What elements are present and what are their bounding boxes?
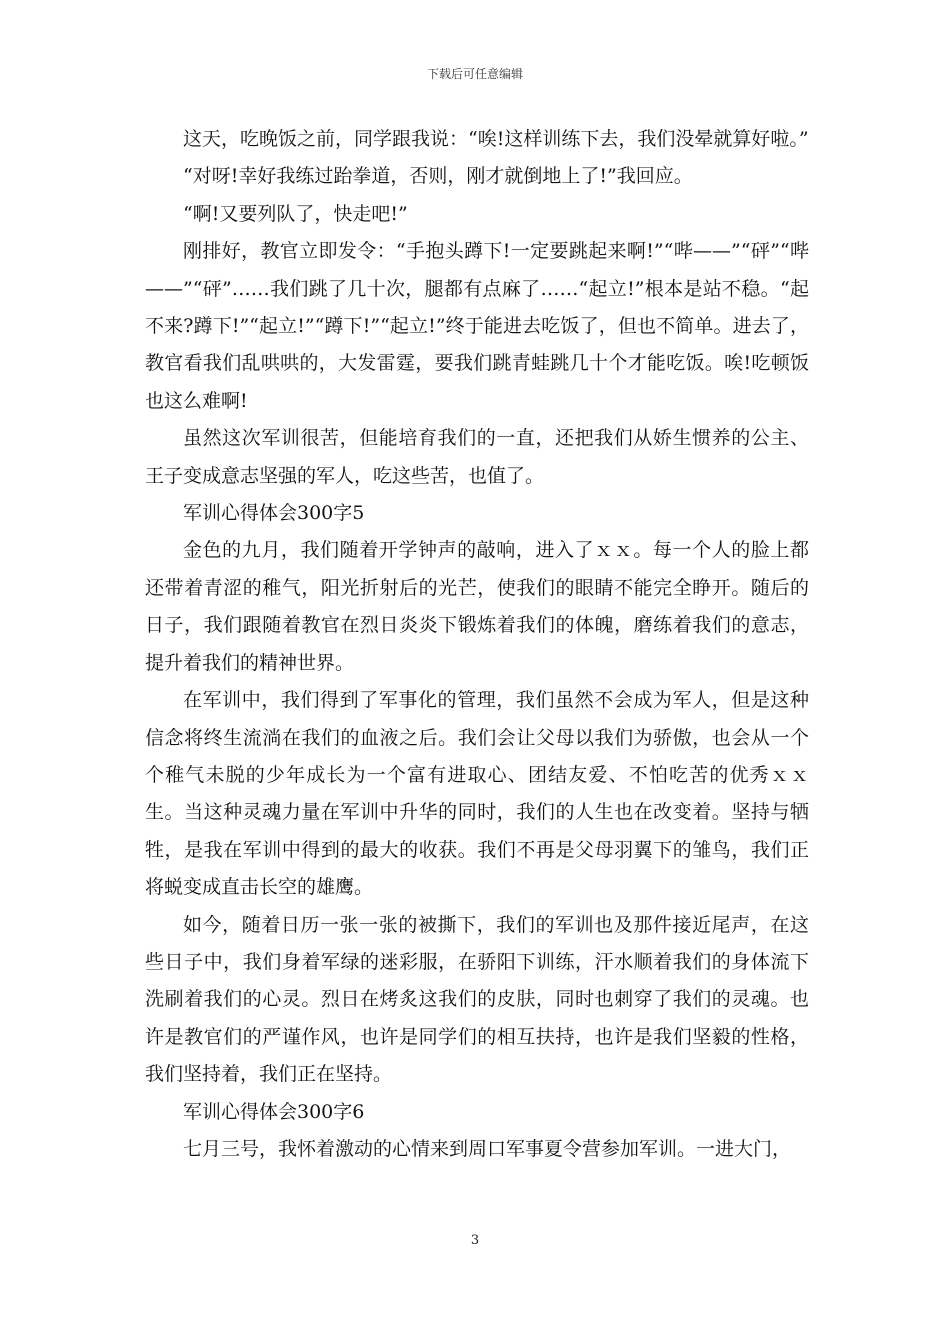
- paragraph: 金色的九月，我们随着开学钟声的敲响，进入了ｘｘ。每一个人的脸上都还带着青涩的稚气，阳光折射后的光芒，使我们的眼睛不能完全睁开。随后的日子，我们跟随着教官在烈日炎炎下锻炼着我们的体魄，磨练着我们的意志，提升着我们的精神世界。: [145, 539, 809, 674]
- paragraph: 虽然这次军训很苦，但能培育我们的一直，还把我们从娇生惯养的公主、王子变成意志坚强的军人，吃这些苦，也值了。: [145, 427, 809, 487]
- paragraph: 这天，吃晚饭之前，同学跟我说：“唉!这样训练下去，我们没晕就算好啦。”: [183, 128, 809, 150]
- paragraph: 刚排好，教官立即发令：“手抱头蹲下!一定要跳起来啊!”“哔——”“砰”“哔——”“砰”……我们跳了几十次，腿都有点麻了……“起立!”根本是站不稳。“起不来?蹲下!”“起立!”“蹲下!”“起立!”终于能进去吃饭了，但也不简单。进去了，教官看我们乱哄哄的，大发雷霆，要我们跳青蛙跳几十个才能吃饭。唉!吃顿饭也这么难啊!: [145, 240, 809, 412]
- paragraph: 如今，随着日历一张一张的被撕下，我们的军训也及那件接近尾声，在这些日子中，我们身着军绿的迷彩服，在骄阳下训练，汗水顺着我们的身体流下洗刷着我们的心灵。烈日在烤炙这我们的皮肤，同时也刺穿了我们的灵魂。也许是教官们的严谨作风，也许是同学们的相互扶持，也许是我们坚毅的性格，我们坚持着，我们正在坚持。: [145, 913, 809, 1086]
- page-number: 3: [470, 1233, 480, 1248]
- paragraph: “对呀!幸好我练过跆拳道，否则，刚才就倒地上了!”我回应。: [183, 165, 693, 188]
- paragraph: “啊!又要列队了，快走吧!”: [183, 202, 408, 225]
- document-body: [145, 121, 809, 1168]
- section-heading: 军训心得体会300字6: [183, 1100, 365, 1123]
- page-header: 下载后可任意编辑: [426, 67, 523, 81]
- paragraph: 在军训中，我们得到了军事化的管理，我们虽然不会成为军人，但是这种信念将终生流淌在我们的血液之后。我们会让父母以我们为骄傲，也会从一个个稚气未脱的少年成长为一个富有进取心、团结友爱、不怕吃苦的优秀ｘｘ生。当这种灵魂力量在军训中升华的同时，我们的人生也在改变着。坚持与牺牲，是我在军训中得到的最大的收获。我们不再是父母羽翼下的雏鸟，我们正将蜕变成直击长空的雄鹰。: [145, 689, 809, 899]
- section-heading: 军训心得体会300字5: [183, 502, 365, 525]
- paragraph: 七月三号，我怀着激动的心情来到周口军事夏令营参加军训。一进大门，: [183, 1137, 792, 1160]
